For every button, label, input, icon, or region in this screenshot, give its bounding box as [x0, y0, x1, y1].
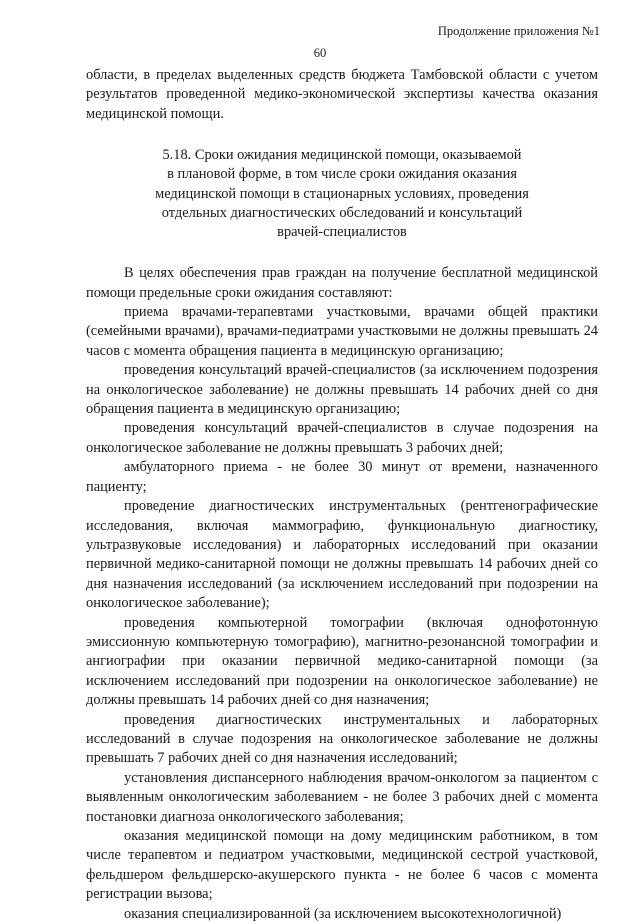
paragraph-home-care: оказания медицинской помощи на дому медицинским работником, в том числе терапевтом и педиатром участковыми, медицинской сестрой участковой, фельдшером фельдшерско-акушерского пункта - не более 6 часов с момента регистрации вызова;	[86, 828, 598, 903]
paragraph-diagnostic-studies: проведение диагностических инструментальных (рентгенографические исследования, включая маммографию, функциональную диагностику, ультразвуковые исследования) и лабораторных исследований при оказании первичной медико-санитарной помощи не должны превышать 14 рабочих дней со дня назначения исследований (за исключением исследований при подозрении на онкологическое заболевание);	[86, 498, 598, 612]
section-heading-line: медицинской помощи в стационарных условиях, проведения	[155, 185, 529, 202]
paragraph-oncology-diagnostics: проведения диагностических инструментальных и лабораторных исследований в случае подозрения на онкологическое заболевание не должны превышать 7 рабочих дней со дня назначения исследований;	[86, 711, 598, 767]
section-heading	[86, 146, 598, 242]
paragraph-oncology-consultations: проведения консультаций врачей-специалистов в случае подозрения на онкологическое заболевание не должны превышать 3 рабочих дней;	[86, 420, 598, 456]
intro-paragraph: области, в пределах выделенных средств бюджета Тамбовской области с учетом результатов проведенной медико-экономической экспертизы качества оказания медицинской помощи.	[86, 67, 598, 122]
page-body	[86, 66, 598, 924]
paragraph-intro-waiting-times: В целях обеспечения прав граждан на получение бесплатной медицинской помощи предельные сроки ожидания составляют:	[86, 265, 598, 301]
paragraph-specialist-consultations: проведения консультаций врачей-специалистов (за исключением подозрения на онкологическое заболевание) не должны превышать 14 рабочих дней со дня обращения пациента в медицинскую организацию;	[86, 362, 598, 418]
appendix-continuation-note: Продолжение приложения №1	[437, 24, 600, 38]
paragraph-dispensary-observation: установления диспансерного наблюдения врачом-онкологом за пациентом с выявленным онкологическим заболеванием - не более 3 рабочих дней с момента постановки диагноза онкологического заболевания;	[86, 769, 598, 825]
paragraph-tomography: проведения компьютерной томографии (включая однофотонную эмиссионную компьютерную томографию), магнитно-резонансной томографии и ангиографии при оказании первичной медико-санитарной помощи (за исключением исследований при подозрении на онкологическое заболевание) не должны превышать 14 рабочих дней со дня назначения;	[86, 614, 598, 709]
page-number: 60	[313, 46, 327, 60]
section-heading-line: отдельных диагностических обследований и консультаций	[161, 204, 523, 221]
section-heading-line: 5.18. Сроки ожидания медицинской помощи, оказываемой	[162, 147, 522, 164]
section-heading-line: врачей-специалистов	[277, 224, 407, 241]
paragraph-outpatient-reception: амбулаторного приема - не более 30 минут от времени, назначенного пациенту;	[86, 459, 598, 495]
paragraph-therapist-reception: приема врачами-терапевтами участковыми, врачами общей практики (семейными врачами), врачами-педиатрами участковыми не должны превышать 24 часов с момента обращения пациента в медицинскую организацию;	[86, 304, 598, 359]
paragraph-specialized-care: оказания специализированной (за исключением высокотехнологичной)	[124, 905, 562, 922]
section-heading-line: в плановой форме, в том числе сроки ожидания оказания	[167, 166, 517, 183]
